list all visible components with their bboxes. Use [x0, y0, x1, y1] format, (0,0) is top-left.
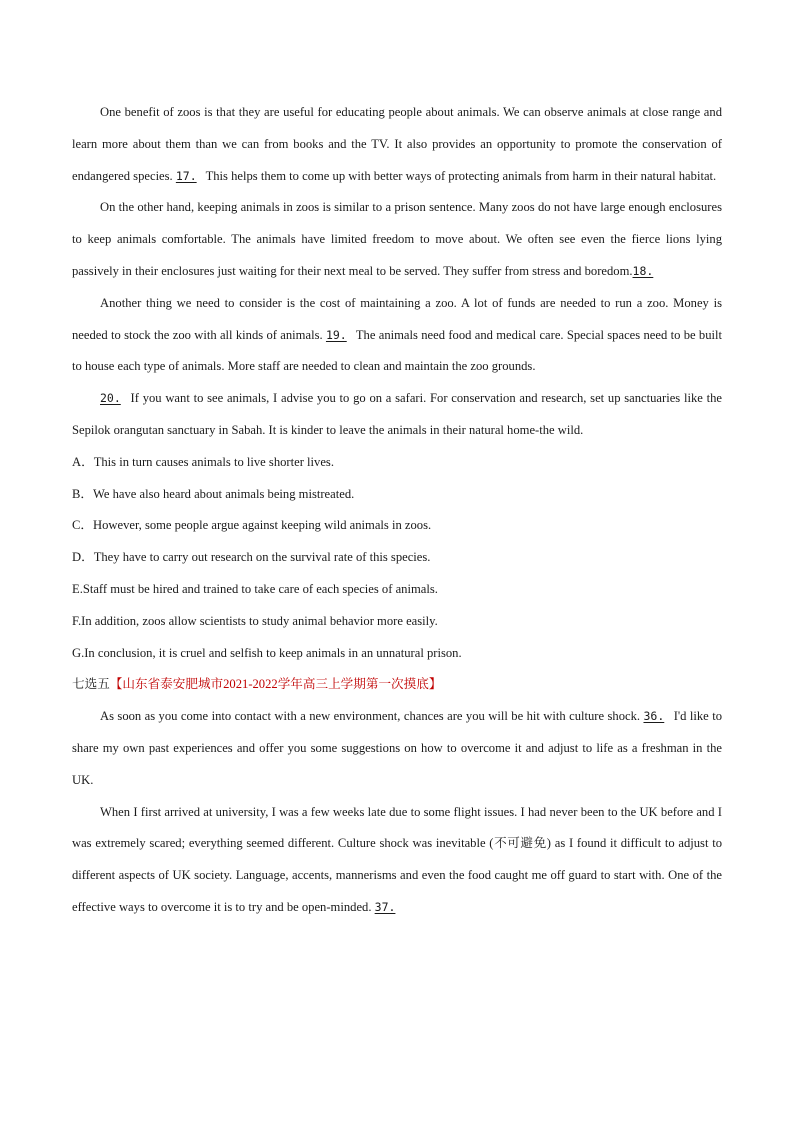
paragraph-text: On the other hand, keeping animals in zoos is similar to a prison sentence. Many zoos do not have large enough enclosures to keep animals comfortable. The animals have limited freedom to move about. We often see even the fierce lions lying passively in their enclosures just waiting for their next meal to be served. They suffer from stress and boredom. — [72, 200, 722, 278]
option-a: A．This in turn causes animals to live shorter lives. — [72, 454, 334, 469]
blank-18: 18. — [632, 263, 654, 278]
blank-17: 17. — [175, 168, 197, 183]
paragraph-text: When I first arrived at university, I was a few weeks late due to some flight issues. I had never been to the UK before and I was extremely scared; everything seemed different. Culture shock was inevitable (不可避免) as I found it difficult to adjust to different aspects of UK society. Language, accents, mannerisms and even the food caught me off guard to start with. One of the effective ways to overcome it is to try and be open-minded. — [72, 804, 722, 914]
passage2-paragraph-2 — [72, 797, 722, 924]
blank-20: 20. — [100, 391, 121, 406]
option-e: E.Staff must be hired and trained to take care of each species of animals. — [72, 581, 438, 596]
section-heading — [72, 669, 722, 701]
paragraph-text: One benefit of zoos is that they are useful for educating people about animals. We can observe animals at close range and learn more about them than we can from books and the TV. It also provides an opportunity to promote the conservation of endangered species. — [72, 105, 722, 183]
paragraph-text: Another thing we need to consider is the cost of maintaining a zoo. A lot of funds are needed to run a zoo. Money is needed to stock the zoo with all kinds of animals. — [72, 295, 722, 342]
paragraph-text: The animals need food and medical care. Special spaces need to be built to house each type of animals. More staff are needed to clean and maintain the zoo grounds. — [72, 327, 722, 374]
blank-37: 37. — [374, 899, 396, 914]
passage1-paragraph-2 — [72, 192, 722, 287]
paragraph-text: I'd like to share my own past experiences and offer you some suggestions on how to overcome it and adjust to life as a freshman in the UK. — [72, 709, 722, 787]
section-prefix: 七选五 — [72, 677, 110, 692]
passage2-paragraph-1 — [72, 701, 722, 796]
option-g: G.In conclusion, it is cruel and selfish to keep animals in an unnatural prison. — [72, 645, 462, 660]
option-b: B．We have also heard about animals being mistreated. — [72, 486, 355, 501]
option-d: D．They have to carry out research on the survival rate of this species. — [72, 550, 431, 565]
blank-36: 36. — [643, 709, 665, 724]
passage1-paragraph-1 — [72, 97, 722, 192]
passage1-paragraph-3 — [72, 288, 722, 383]
document-page — [72, 97, 722, 924]
section-source: 【山东省泰安肥城市2021-2022学年高三上学期第一次摸底】 — [109, 677, 442, 692]
paragraph-text: This helps them to come up with better ways of protecting animals from harm in their natural habitat. — [205, 168, 717, 183]
option-c: C．However, some people argue against keeping wild animals in zoos. — [72, 518, 432, 533]
blank-19: 19. — [325, 327, 347, 342]
paragraph-text: As soon as you come into contact with a new environment, chances are you will be hit with culture shock. — [100, 709, 641, 724]
passage1-paragraph-4 — [72, 383, 722, 447]
paragraph-text: If you want to see animals, I advise you to go on a safari. For conservation and research, set up sanctuaries like the Sepilok orangutan sanctuary in Sabah. It is kinder to leave the animals in their natural home-the wild. — [72, 391, 722, 437]
option-f: F.In addition, zoos allow scientists to study animal behavior more easily. — [72, 613, 438, 628]
